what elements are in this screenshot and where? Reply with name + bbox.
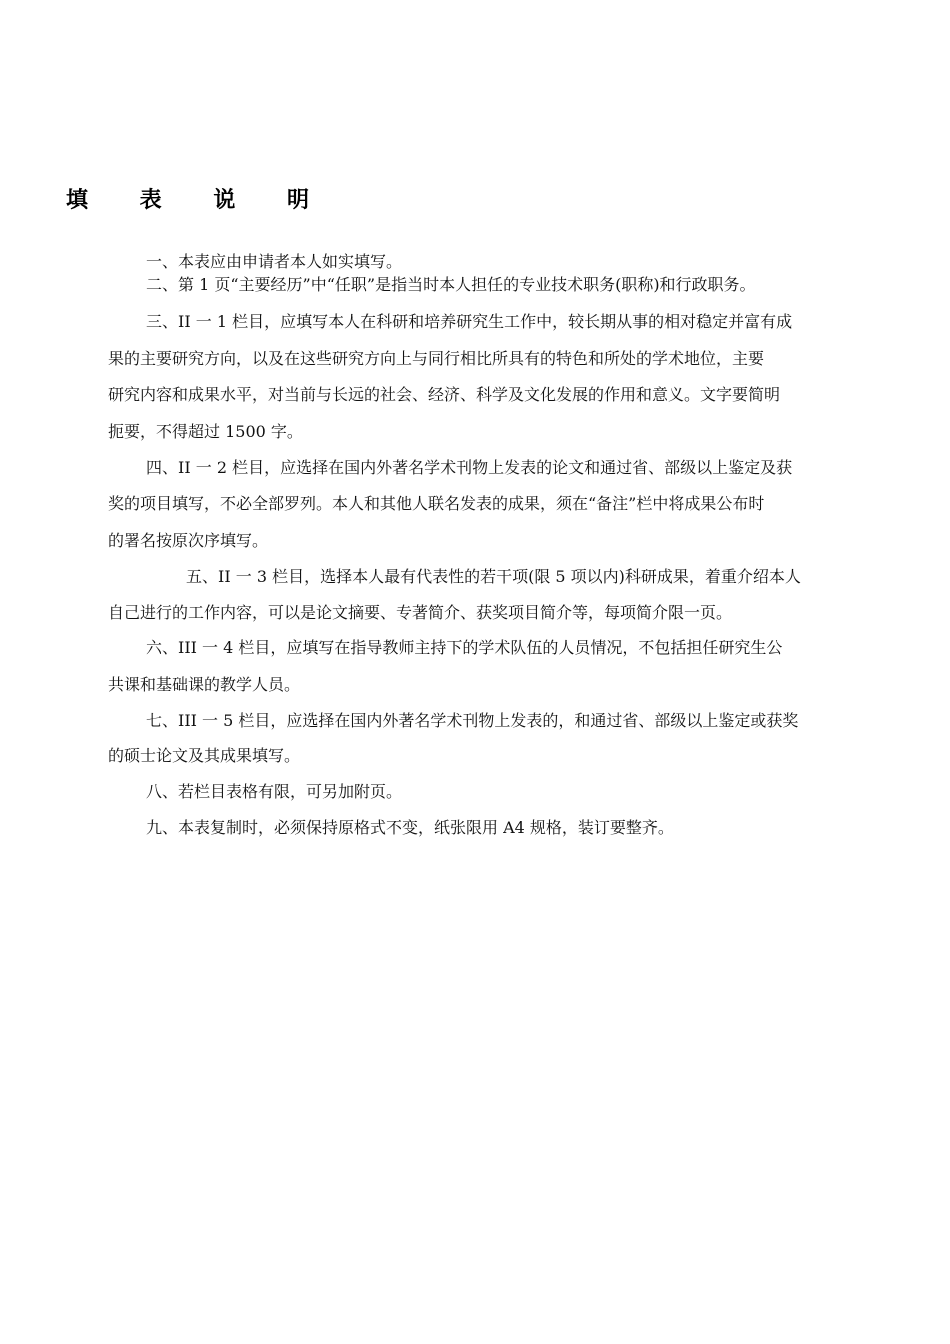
instruction-line-7: 七、III 一 5 栏目，应选择在国内外著名学术刊物上发表的，和通过省、部级以上鉴定或获奖 xyxy=(146,711,799,730)
instruction-line-2: 二、第 1 页“主要经历”中“任职”是指当时本人担任的专业技术职务(职称)和行政职务。 xyxy=(146,275,756,294)
instruction-line-1: 一、本表应由申请者本人如实填写。 xyxy=(146,252,403,271)
instruction-line-4: 四、II 一 2 栏目，应选择在国内外著名学术刊物上发表的论文和通过省、部级以上鉴定及获 xyxy=(146,458,793,477)
page-title: 填 表 说 明 xyxy=(66,188,331,213)
instruction-line-6-cont-1: 共课和基础课的教学人员。 xyxy=(108,675,301,694)
instruction-line-3-cont-3: 扼要，不得超过 1500 字。 xyxy=(108,422,303,441)
instruction-line-5: 五、II 一 3 栏目，选择本人最有代表性的若干项(限 5 项以内)科研成果，着重介绍本人 xyxy=(186,567,801,586)
instruction-line-8: 八、若栏目表格有限，可另加附页。 xyxy=(146,782,403,801)
instruction-line-6: 六、III 一 4 栏目，应填写在指导教师主持下的学术队伍的人员情况，不包括担任研究生公 xyxy=(146,638,783,657)
instruction-line-3: 三、II 一 1 栏目，应填写本人在科研和培养研究生工作中，较长期从事的相对稳定并富有成 xyxy=(146,312,793,331)
instruction-line-3-cont-1: 果的主要研究方向，以及在这些研究方向上与同行相比所具有的特色和所处的学术地位，主要 xyxy=(108,349,765,368)
instruction-line-3-cont-2: 研究内容和成果水平，对当前与长远的社会、经济、科学及文化发展的作用和意义。文字要简明 xyxy=(108,385,781,404)
instruction-line-4-cont-1: 奖的项目填写，不必全部罗列。本人和其他人联名发表的成果，须在“备注”栏中将成果公布时 xyxy=(108,494,765,513)
instruction-line-9: 九、本表复制时，必须保持原格式不变，纸张限用 A4 规格，装订要整齐。 xyxy=(146,818,674,837)
instruction-line-7-cont-1: 的硕士论文及其成果填写。 xyxy=(108,746,301,765)
instruction-line-4-cont-2: 的署名按原次序填写。 xyxy=(108,531,269,550)
instruction-line-5-cont-1: 自己进行的工作内容，可以是论文摘要、专著简介、获奖项目简介等，每项简介限一页。 xyxy=(108,603,733,622)
